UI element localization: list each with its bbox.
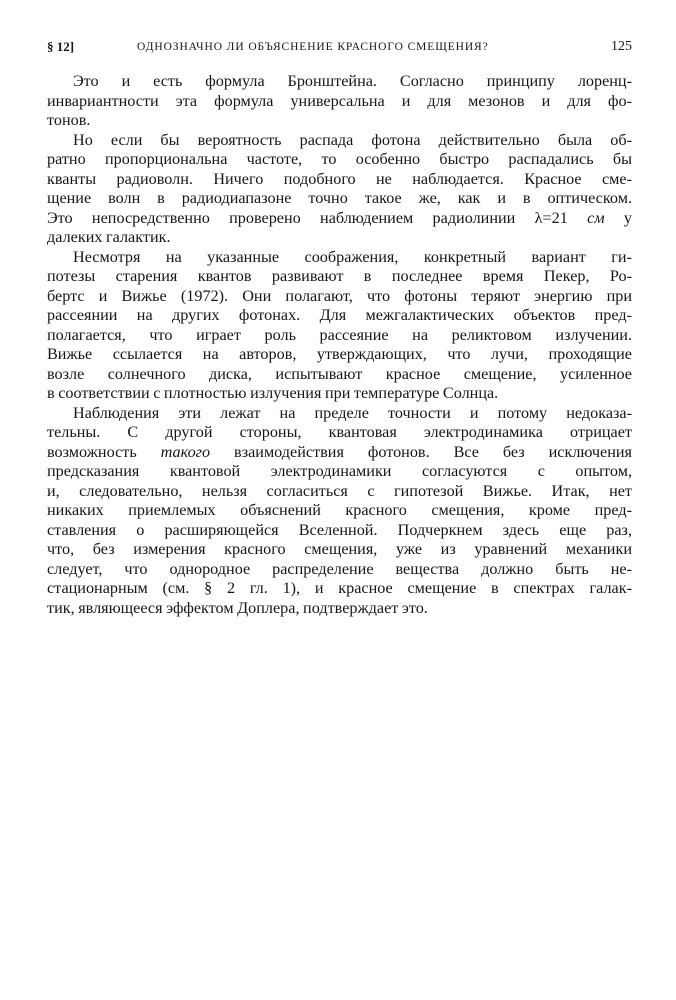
text-line: возможность такого взаимодействия фотонов. Все без исключения [47,442,632,461]
emphasis: такого [160,442,211,461]
text-line: потезы старения квантов развивают в последнее время Пекер, Ро- [47,267,632,285]
text-line: ратно пропорциональна частоте, то особенно быстро распадались бы [47,150,632,168]
text-line: следует, что однородное распределение вещества должно быть не- [47,559,632,578]
emphasis: см [587,208,605,227]
text-line: стационарным (см. § 2 гл. 1), и красное смещение в спектрах галак- [47,579,632,597]
text-line: далеких галактик. [47,228,171,246]
text-line: Но если бы вероятность распада фотона действительно была об- [73,130,632,149]
text-line: Несмотря на указанные соображения, конкретный вариант ги- [73,247,632,266]
paragraph-1 [47,72,632,131]
text-line: инвариантности эта формула универсальна и для мезонов и для фо- [47,91,632,110]
text-line: ставления о расширяющейся Вселенной. Подчеркнем здесь еще раз, [47,520,632,539]
body-text [47,72,632,618]
text-line: тик, являющееся эффектом Доплера, подтверждает это. [47,598,428,617]
paragraph-3 [47,248,632,404]
text-line: Это и есть формула Бронштейна. Согласно принципу лоренц- [73,72,632,90]
text-line: полагается, что играет роль рассеяние на реликтовом излучении. [47,325,632,344]
text-line: Вижье ссылается на авторов, утверждающих, что лучи, проходящие [47,345,632,363]
text-line: и, следовательно, нельзя согласиться с гипотезой Вижье. Итак, нет [47,481,632,500]
text-line: Это непосредственно проверено наблюдением радиолинии λ=21 см у [47,208,632,227]
text-line: возле солнечного диска, испытывают красное смещение, усиленное [47,364,632,383]
text-line: бертс и Вижье (1972). Они полагают, что фотоны теряют энергию при [47,286,632,305]
section-mark: § 12] [47,39,75,54]
text-line: щение волн в радиодиапазоне точно такое же, как и в оптическом. [47,189,632,207]
text-line: тонов. [47,111,91,129]
running-head-title: ОДНОЗНАЧНО ЛИ ОБЪЯСНЕНИЕ КРАСНОГО СМЕЩЕНИЯ? [137,41,489,53]
paragraph-2 [47,131,632,248]
text-line: кванты радиоволн. Ничего подобного не наблюдается. Красное сме- [47,169,632,188]
text-line: никаких приемлемых объяснений красного смещения, кроме пред- [47,501,632,519]
page-number: 125 [611,39,632,54]
running-head [47,37,632,57]
text-line: в соответствии с плотностью излучения при температуре Солнца. [47,384,499,402]
paragraph-4 [47,404,632,619]
text-line: рассеянии на других фотонах. Для межгалактических объектов пред- [47,306,632,324]
text-line: Наблюдения эти лежат на пределе точности и потому недоказа- [73,403,632,422]
text-line: что, без измерения красного смещения, уже из уравнений механики [47,540,632,558]
text-line: предсказания квантовой электродинамики согласуются с опытом, [47,462,632,480]
text-line: тельны. С другой стороны, квантовая электродинамика отрицает [47,423,632,441]
